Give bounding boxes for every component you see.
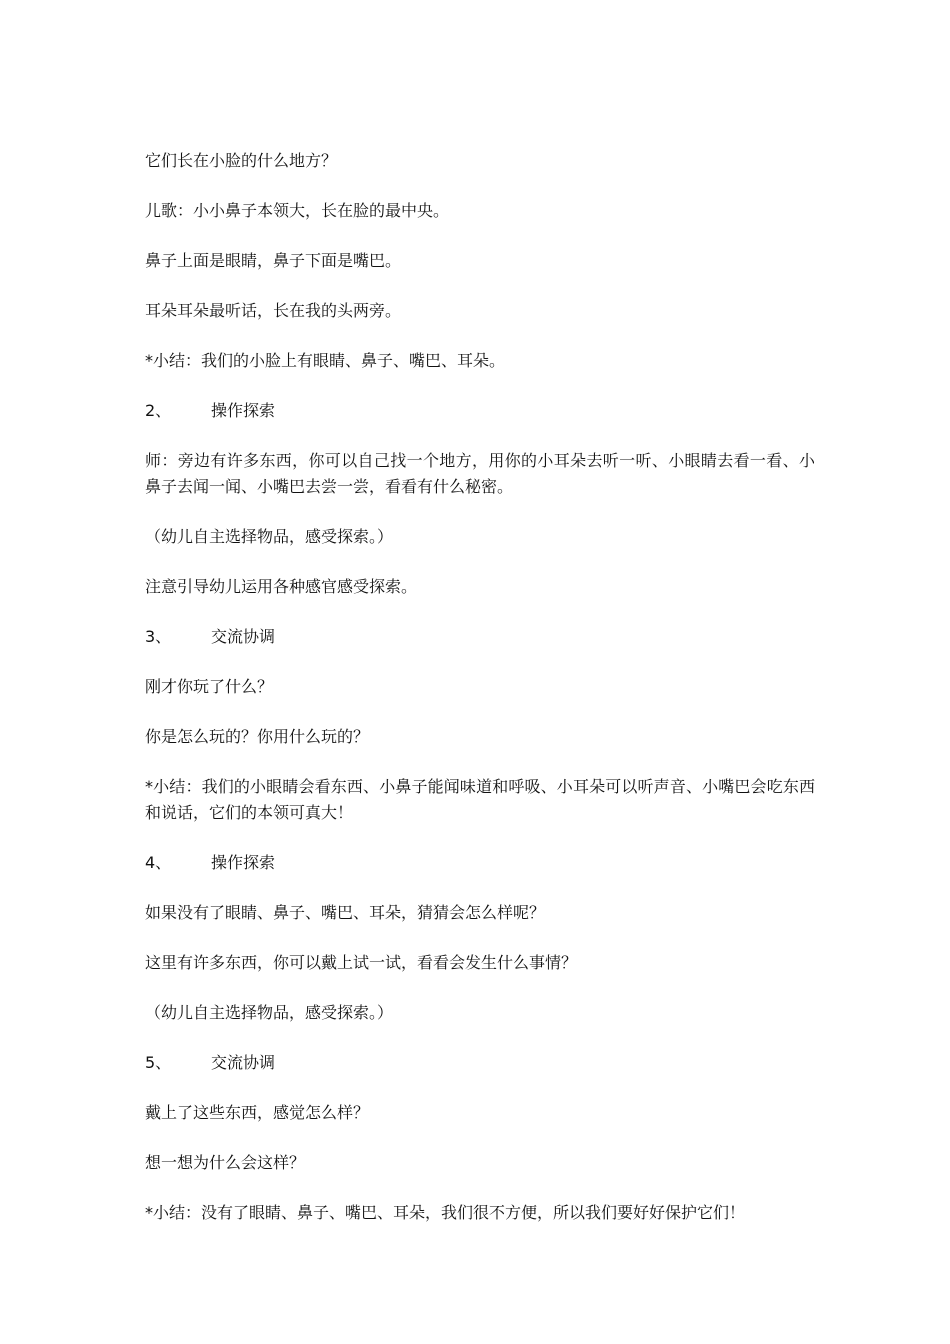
paragraph: 戴上了这些东西，感觉怎么样？ [145, 1103, 370, 1122]
paragraph: 想一想为什么会这样？ [145, 1153, 306, 1172]
section-heading [145, 850, 815, 876]
section-heading [145, 1050, 815, 1076]
summary-paragraph: *小结：没有了眼睛、鼻子、嘴巴、耳朵，我们很不方便，所以我们要好好保护它们！ [145, 1203, 746, 1222]
paragraph: 耳朵耳朵最听话，长在我的头两旁。 [145, 301, 402, 320]
paragraph: 如果没有了眼睛、鼻子、嘴巴、耳朵，猜猜会怎么样呢？ [145, 903, 546, 922]
paragraph: 这里有许多东西，你可以戴上试一试，看看会发生什么事情？ [145, 953, 578, 972]
section-title: 交流协调 [211, 627, 276, 646]
section-heading [145, 624, 815, 650]
section-title: 操作探索 [211, 401, 276, 420]
paragraph: 你是怎么玩的？你用什么玩的？ [145, 727, 370, 746]
paragraph: 刚才你玩了什么？ [145, 677, 274, 696]
paragraph: （幼儿自主选择物品，感受探索。） [145, 527, 394, 546]
summary-paragraph: *小结：我们的小脸上有眼睛、鼻子、嘴巴、耳朵。 [145, 351, 506, 370]
section-number: 5、 [145, 1053, 172, 1072]
paragraph: （幼儿自主选择物品，感受探索。） [145, 1003, 394, 1022]
section-number: 4、 [145, 853, 172, 872]
section-title: 交流协调 [211, 1053, 276, 1072]
paragraph: 师：旁边有许多东西，你可以自己找一个地方，用你的小耳朵去听一听、小眼睛去看一看、小鼻子去闻一闻、小嘴巴去尝一尝，看看有什么秘密。 [145, 451, 815, 496]
paragraph: 注意引导幼儿运用各种感官感受探索。 [145, 577, 418, 596]
section-number: 3、 [145, 627, 172, 646]
paragraph: 鼻子上面是眼睛，鼻子下面是嘴巴。 [145, 251, 402, 270]
document-body [145, 148, 815, 1250]
summary-paragraph: *小结：我们的小眼睛会看东西、小鼻子能闻味道和呼吸、小耳朵可以听声音、小嘴巴会吃东西和说话，它们的本领可真大！ [145, 777, 815, 822]
section-title: 操作探索 [211, 853, 276, 872]
section-heading [145, 398, 815, 424]
paragraph: 儿歌：小小鼻子本领大，长在脸的最中央。 [145, 201, 450, 220]
paragraph: 它们长在小脸的什么地方？ [145, 151, 338, 170]
section-number: 2、 [145, 401, 172, 420]
